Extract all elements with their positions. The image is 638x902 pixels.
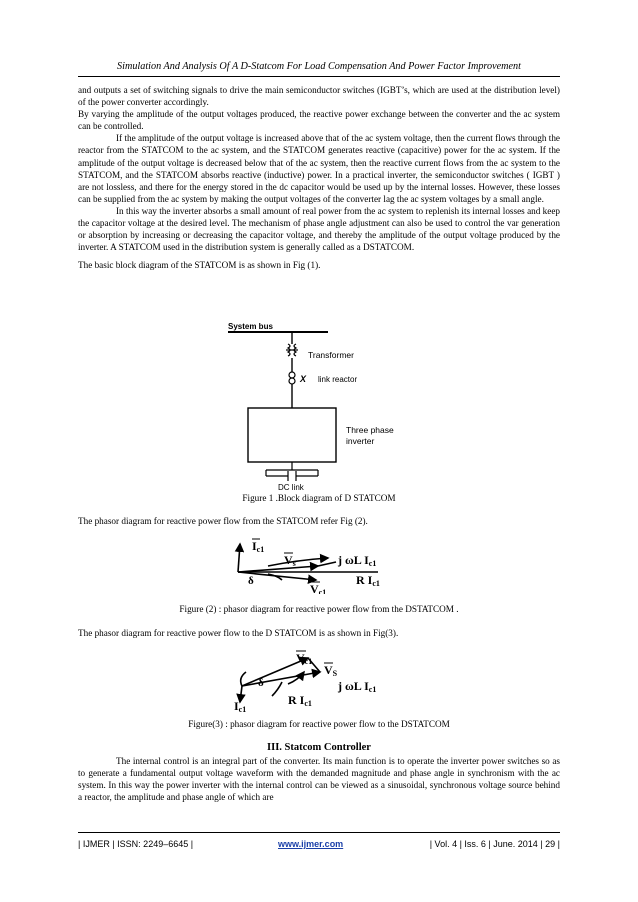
figure-1-caption: Figure 1 .Block diagram of D STATCOM [242,493,396,503]
inverter-label-line2: inverter [346,436,375,446]
section-heading: III. Statcom Controller [267,742,371,753]
system-bus-label: System bus [228,322,273,331]
running-header: Simulation And Analysis Of A D-Statcom For Load Compensation And Power Factor Improvement [117,61,521,72]
paragraph-2: By varying the amplitude of the output voltages produced, the reactive power exchange between the converter and the ac system can be controlled. [78,109,560,132]
figure-2-caption: Figure (2) : phasor diagram for reactive power flow from the DSTATCOM . [179,604,459,614]
reactor-x-label: X [300,374,307,384]
figure-2-intro: The phasor diagram for reactive power flow from the STATCOM refer Fig (2). [78,516,368,526]
figure-2-phasor-diagram [228,536,418,594]
inverter-block [248,408,336,462]
paragraph-3: If the amplitude of the output voltage is increased above that of the ac system voltage, then the current flows through the reactor from the STATCOM to the ac system, and the STATCOM generates reactive (capacitive) power for the ac system. If the amplitude of the output voltage is decreased below that of the ac system, then the reactive current flows from the ac system to the STATCOM, and the STATCOM absorbs reactive (inductive) power. In a practical inverter, the semiconductor switches ( IGBT ) are not lossless, and there for the energy stored in the dc capacitor would be used up by the internal losses. However, these losses can be supplied from the ac system by making the output voltages of the converter lag the ac system voltages by a small angle. [78,133,560,204]
phasor2-delta: δ [248,575,254,587]
phasor3-delta: δ [258,677,264,689]
transformer-symbol [286,344,298,356]
phasor3-jwl: j ωL Ic1 [338,679,377,694]
phasor2-ic1: Ic1 [252,539,265,554]
phasor2-vs: Vs [284,553,296,568]
link-reactor-label: link reactor [318,375,358,384]
dc-capacitor-symbol [266,470,318,481]
section-paragraph-1: The internal control is an integral part of the converter. Its main function is to operate the inverter power switches so as to generate a fundamental output voltage waveform with the demanded magnitude and phase angle in synchronism with the ac system. In this way the power inverter with the internal control can be viewed as a sinusoidal, synchronous voltage source behind a reactor, the amplitude and phase angle of which are [78,756,560,803]
dc-link-label: DC link [278,483,304,490]
footer-rule [78,832,560,833]
transformer-label: Transformer [308,350,354,360]
header-rule [78,76,560,77]
phasor3-ic1: Ic1 [234,699,247,712]
section-body [78,755,560,803]
figure-3-caption: Figure(3) : phasor diagram for reactive power flow to the DSTATCOM [188,719,450,729]
phasor2-jwl: j ωL Ic1 [338,553,377,568]
footer-journal-info: | IJMER | ISSN: 2249–6645 | [78,839,194,849]
phasor3-ri: R Ic1 [288,693,312,708]
phasor3-vc1: Vc1 [296,651,313,666]
phasor3-vs: VS [324,663,338,678]
paragraph-4: In this way the inverter absorbs a small amount of real power from the ac system to replenish its internal losses and keep the capacitor voltage at the desired level. The mechanism of phase angle adjustment can also be used to control the var generation or absorption by increasing or decreasing the capacitor voltage, and thereby the amplitude of the output voltage produced by the inverter. A STATCOM used in the distribution system is generally called as a DSTATCOM. [78,205,560,253]
body-text [78,84,560,271]
figure-3-intro: The phasor diagram for reactive power flow to the D STATCOM is as shown in Fig(3). [78,628,399,638]
phasor2-vc1: Vc1 [310,582,327,594]
paragraph-5: The basic block diagram of the STATCOM is as shown in Fig (1). [78,260,321,271]
figure-3-phasor-diagram [228,650,418,712]
figure-1-block-diagram [218,320,438,490]
footer-website-link[interactable]: www.ijmer.com [278,839,344,849]
reactor-symbol [289,372,295,384]
inverter-label-line1: Three phase [346,425,394,435]
paragraph-1: and outputs a set of switching signals to drive the main semiconductor switches (IGBT’s, which are used at the distribution level) of the power converter accordingly. [78,85,560,108]
footer-volume-page: | Vol. 4 | Iss. 6 | June. 2014 | 29 | [429,839,560,849]
phasor2-ri: R Ic1 [356,573,380,588]
